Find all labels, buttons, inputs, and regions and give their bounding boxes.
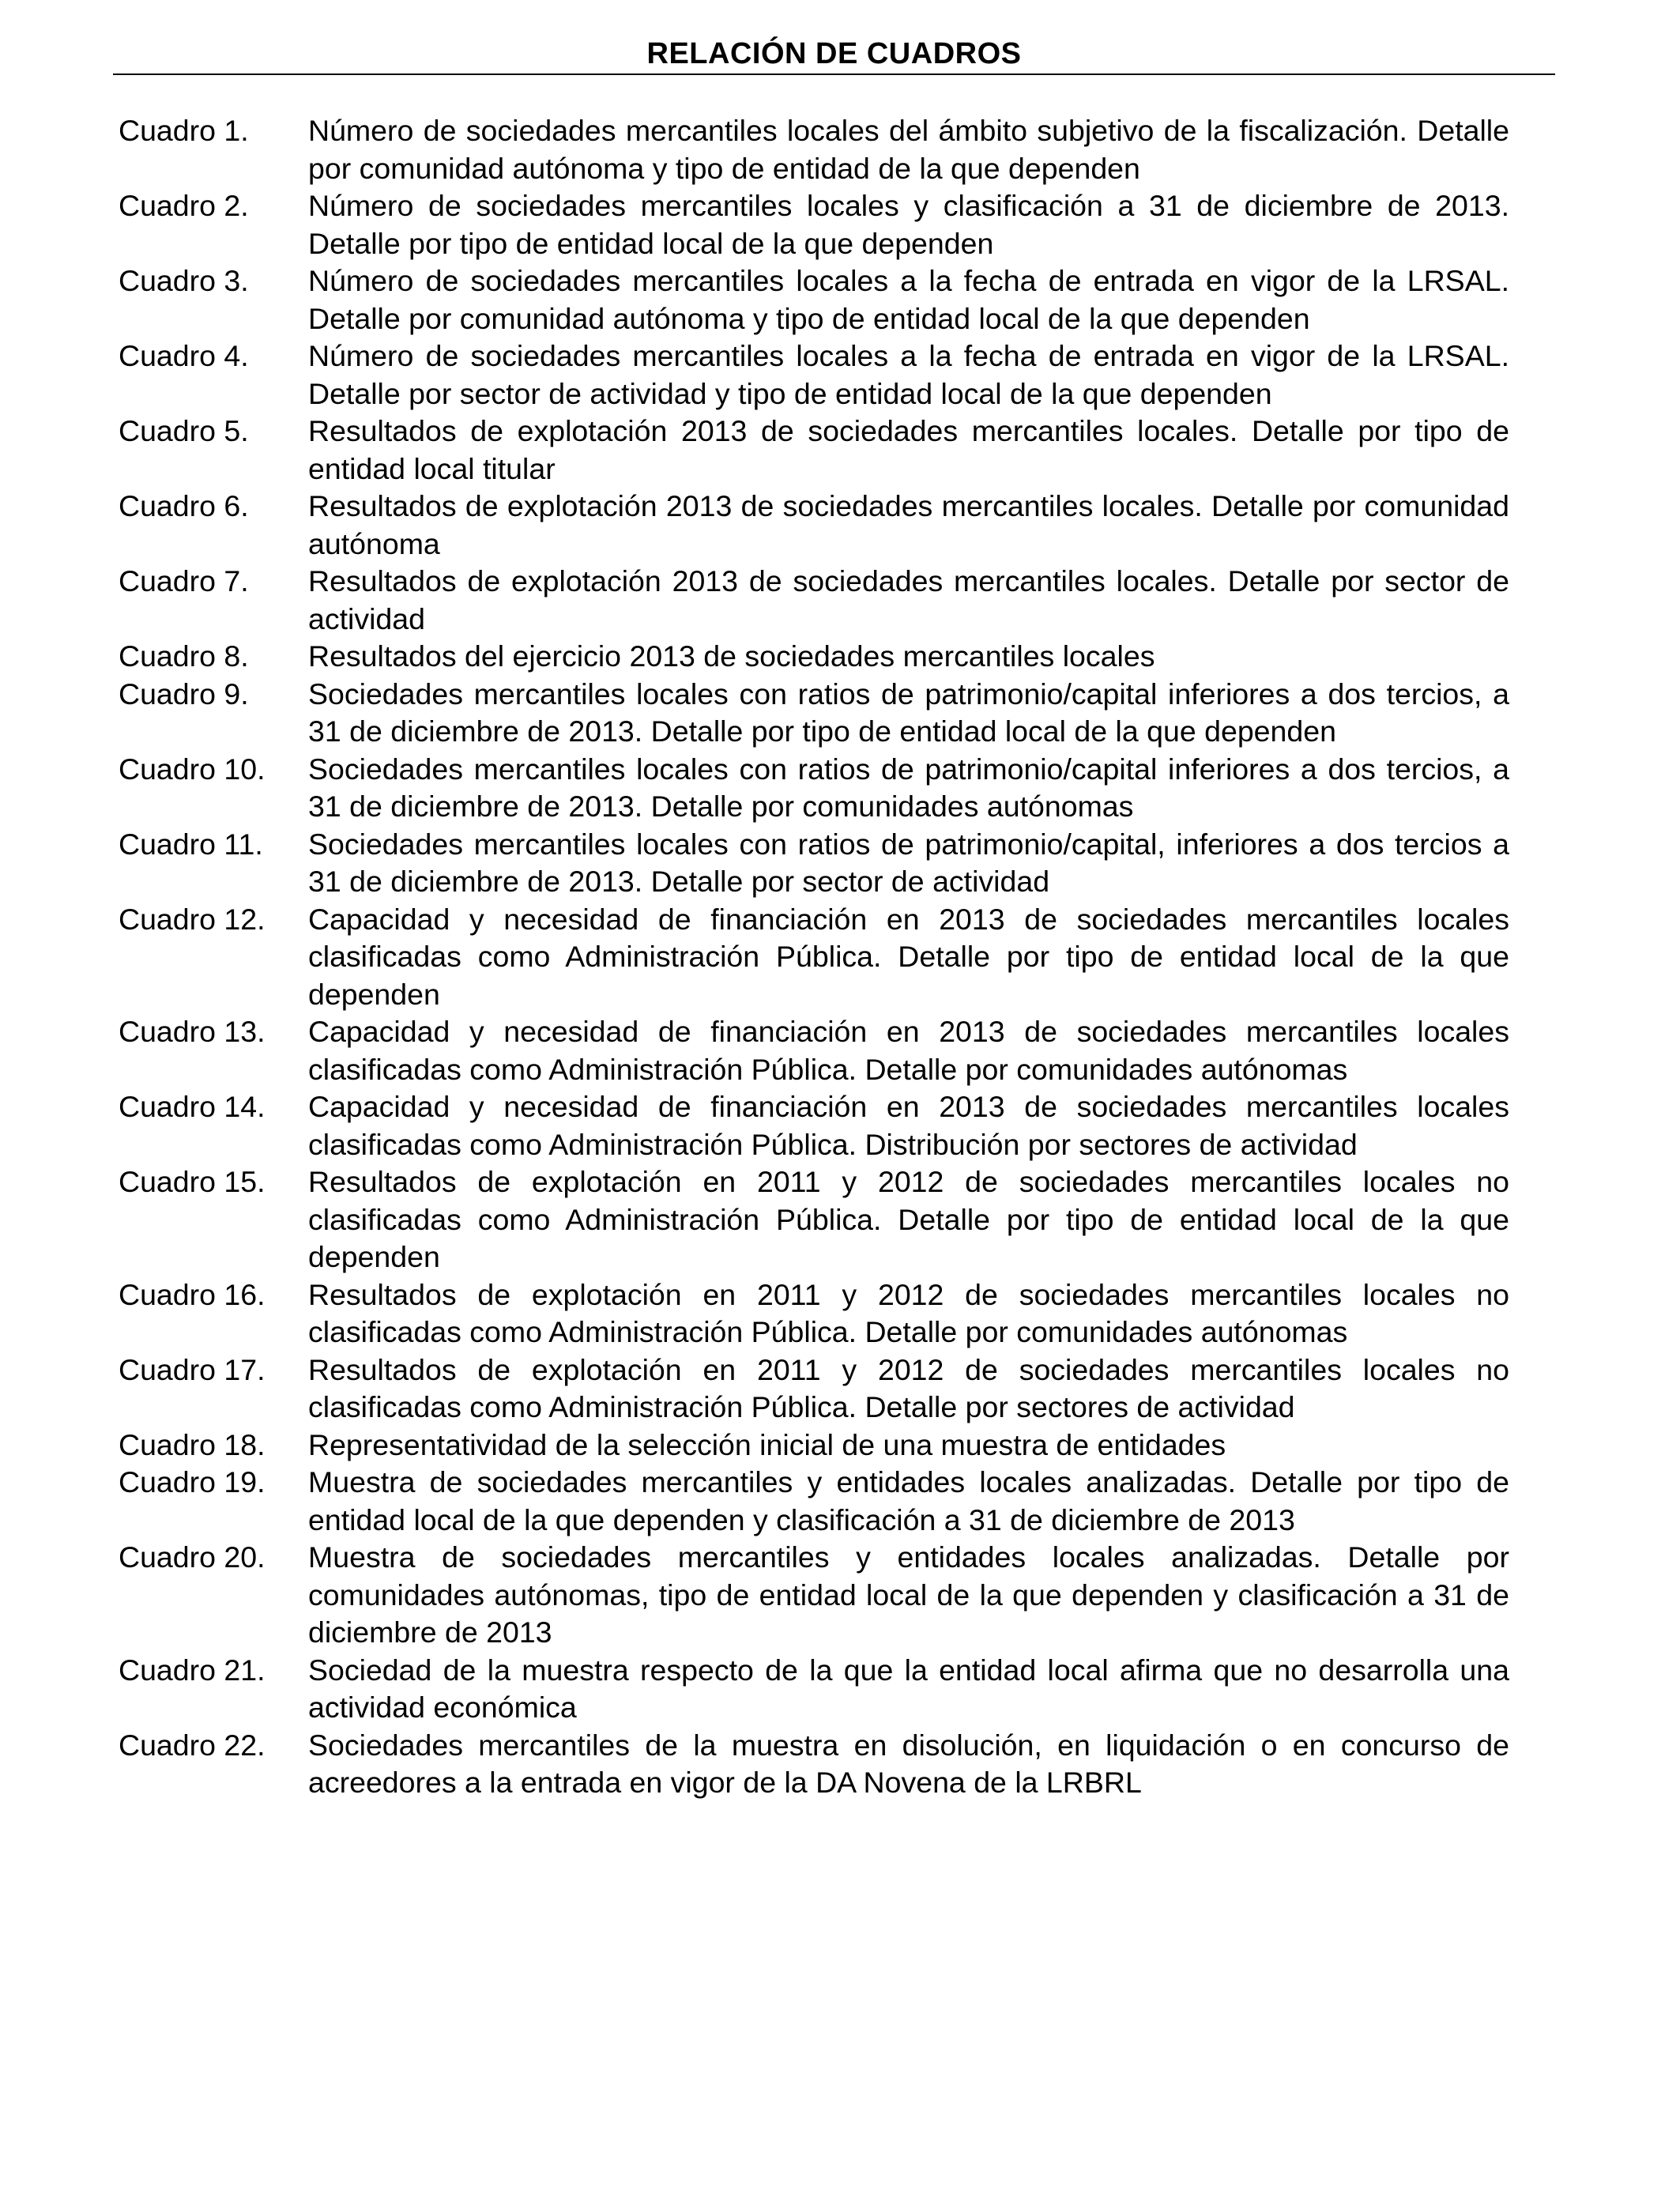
entry-description: Resultados del ejercicio 2013 de sociedades mercantiles locales [308, 639, 1155, 673]
entry-description: Representatividad de la selección inicial de una muestra de entidades [308, 1427, 1226, 1461]
entry-label: Cuadro 21. [119, 1653, 266, 1687]
entry-description: Resultados de explotación 2013 de sociedades mercantiles locales. Detalle por tipo de entidad local titular [308, 414, 1509, 485]
list-item [119, 1163, 1509, 1276]
page-title: RELACIÓN DE CUADROS [646, 37, 1022, 70]
entry-label: Cuadro 6. [119, 489, 249, 522]
list-item [119, 1539, 1509, 1652]
entry-label: Cuadro 3. [119, 264, 249, 297]
entry-description: Muestra de sociedades mercantiles y entidades locales analizadas. Detalle por comunidades autónomas, tipo de entidad local de la que dependen y clasificación a 31 de diciembre de 2013 [308, 1540, 1509, 1649]
entry-label: Cuadro 10. [119, 752, 266, 786]
entry-label: Cuadro 18. [119, 1427, 266, 1461]
entry-description: Resultados de explotación en 2011 y 2012 de sociedades mercantiles locales no clasificadas como Administración Pública. Detalle por tipo de entidad local de la que dependen [308, 1165, 1509, 1273]
entry-label: Cuadro 9. [119, 677, 249, 711]
list-item [119, 112, 1509, 187]
list-item [119, 1351, 1509, 1427]
entry-label: Cuadro 2. [119, 189, 249, 222]
list-item [119, 488, 1509, 563]
entry-description: Número de sociedades mercantiles locales del ámbito subjetivo de la fiscalización. Detalle por comunidad autónoma y tipo de entidad de la que dependen [308, 114, 1509, 185]
entry-description: Muestra de sociedades mercantiles y entidades locales analizadas. Detalle por tipo de entidad local de la que dependen y clasificación a 31 de diciembre de 2013 [308, 1465, 1509, 1536]
entry-description: Número de sociedades mercantiles locales y clasificación a 31 de diciembre de 2013. Detalle por tipo de entidad local de la que dependen [308, 189, 1509, 260]
list-item [119, 901, 1509, 1014]
list-item [119, 413, 1509, 488]
list-item [119, 638, 1509, 676]
list-item [119, 1088, 1509, 1163]
list-item [119, 1652, 1509, 1727]
entry-label: Cuadro 7. [119, 564, 249, 598]
entry-description: Resultados de explotación en 2011 y 2012 de sociedades mercantiles locales no clasificadas como Administración Pública. Detalle por comunidades autónomas [308, 1277, 1509, 1348]
list-item [119, 1464, 1509, 1539]
entry-label: Cuadro 15. [119, 1165, 266, 1198]
list-item [119, 187, 1509, 262]
entry-label: Cuadro 12. [119, 902, 266, 936]
list-item [119, 1276, 1509, 1351]
entry-description: Resultados de explotación en 2011 y 2012 de sociedades mercantiles locales no clasificadas como Administración Pública. Detalle por sectores de actividad [308, 1352, 1509, 1423]
entry-label: Cuadro 17. [119, 1352, 266, 1386]
entry-description: Sociedades mercantiles locales con ratios de patrimonio/capital, inferiores a dos tercios a 31 de diciembre de 2013. Detalle por sector de actividad [308, 827, 1509, 898]
entry-label: Cuadro 8. [119, 639, 249, 673]
entry-description: Capacidad y necesidad de financiación en 2013 de sociedades mercantiles locales clasificadas como Administración Pública. Distribución por sectores de actividad [308, 1090, 1509, 1161]
entry-description: Número de sociedades mercantiles locales a la fecha de entrada en vigor de la LRSAL. Detalle por comunidad autónoma y tipo de entidad local de la que dependen [308, 264, 1509, 335]
list-item [119, 1013, 1509, 1088]
list-item [119, 676, 1509, 751]
entry-description: Capacidad y necesidad de financiación en 2013 de sociedades mercantiles locales clasificadas como Administración Pública. Detalle por tipo de entidad local de la que dependen [308, 902, 1509, 1011]
list-item [119, 826, 1509, 901]
entry-label: Cuadro 13. [119, 1015, 266, 1048]
entry-label: Cuadro 20. [119, 1540, 266, 1574]
entry-description: Sociedad de la muestra respecto de la que la entidad local afirma que no desarrolla una actividad económica [308, 1653, 1509, 1724]
list-item [119, 751, 1509, 826]
entry-label: Cuadro 14. [119, 1090, 266, 1123]
entry-label: Cuadro 19. [119, 1465, 266, 1498]
list-item [119, 1727, 1509, 1802]
entry-description: Resultados de explotación 2013 de sociedades mercantiles locales. Detalle por comunidad autónoma [308, 489, 1509, 560]
title-underline [113, 74, 1555, 75]
entry-description: Número de sociedades mercantiles locales a la fecha de entrada en vigor de la LRSAL. Detalle por sector de actividad y tipo de entidad local de la que dependen [308, 339, 1509, 410]
list-item [119, 563, 1509, 638]
list-item [119, 262, 1509, 337]
entry-label: Cuadro 16. [119, 1277, 266, 1311]
entry-label: Cuadro 4. [119, 339, 249, 372]
entry-label: Cuadro 22. [119, 1728, 266, 1762]
entry-description: Sociedades mercantiles locales con ratios de patrimonio/capital inferiores a dos tercios, a 31 de diciembre de 2013. Detalle por tipo de entidad local de la que dependen [308, 677, 1509, 748]
entry-label: Cuadro 1. [119, 114, 249, 147]
entry-description: Resultados de explotación 2013 de sociedades mercantiles locales. Detalle por sector de actividad [308, 564, 1509, 635]
entry-description: Sociedades mercantiles de la muestra en disolución, en liquidación o en concurso de acreedores a la entrada en vigor de la DA Novena de la LRBRL [308, 1728, 1509, 1799]
list-item [119, 337, 1509, 413]
entry-description: Capacidad y necesidad de financiación en 2013 de sociedades mercantiles locales clasificadas como Administración Pública. Detalle por comunidades autónomas [308, 1015, 1509, 1086]
entry-label: Cuadro 5. [119, 414, 249, 447]
entry-label: Cuadro 11. [119, 827, 263, 861]
table-of-tables-list [119, 112, 1509, 1802]
list-item [119, 1427, 1509, 1465]
entry-description: Sociedades mercantiles locales con ratios de patrimonio/capital inferiores a dos tercios, a 31 de diciembre de 2013. Detalle por comunidades autónomas [308, 752, 1509, 823]
